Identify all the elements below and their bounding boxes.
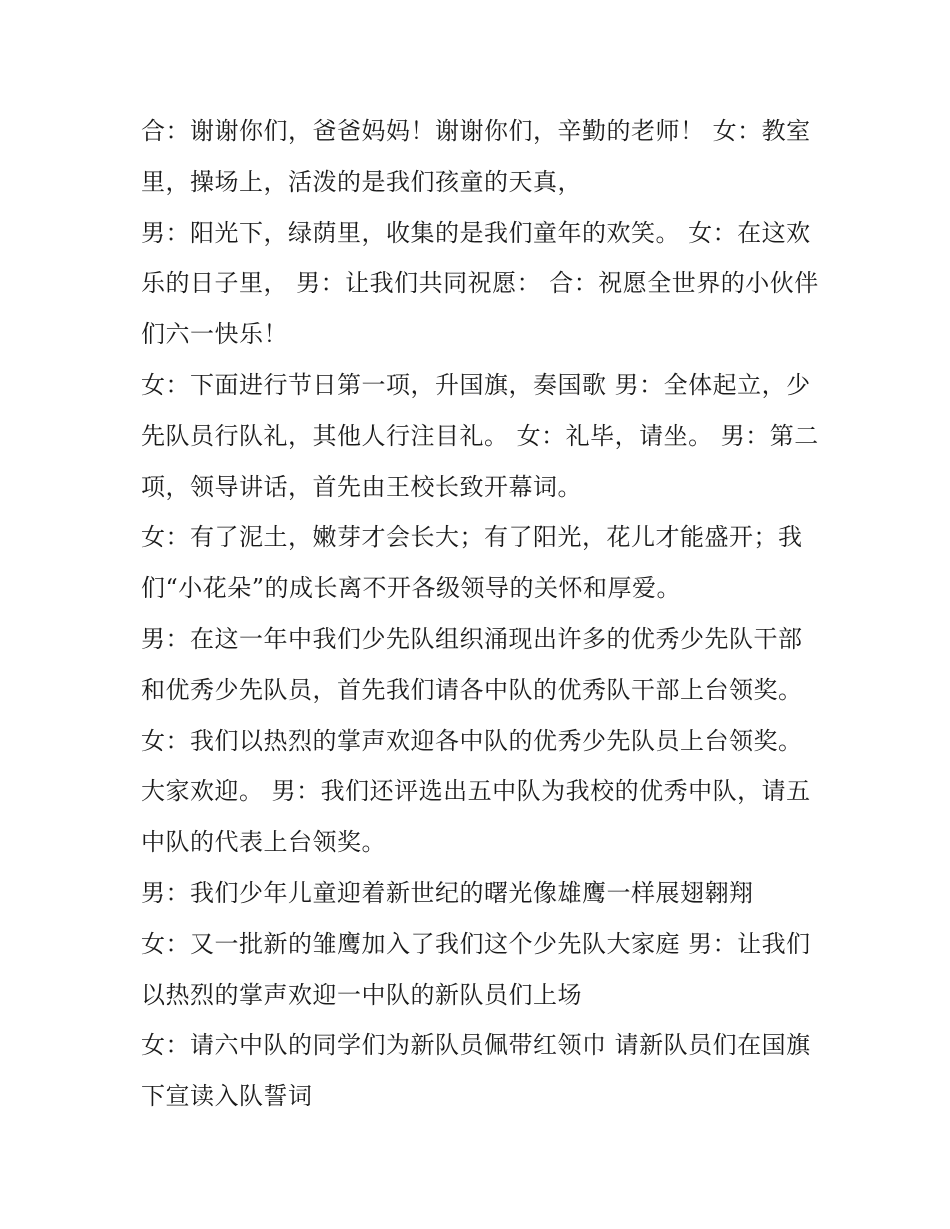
paragraph-8: 女：又一批新的雏鹰加入了我们这个少先队大家庭 男：让我们以热烈的掌声欢迎一中队的新队员们上场 [141, 929, 811, 1009]
paragraph-1: 合：谢谢你们，爸爸妈妈！谢谢你们，辛勤的老师！ 女：教室里，操场上，活泼的是我们孩童的天真， [141, 117, 811, 196]
paragraph-2: 男：阳光下，绿荫里，收集的是我们童年的欢笑。 女：在这欢乐的日子里， 男：让我们共同祝愿： 合：祝愿全世界的小伙伴们六一快乐！ [141, 218, 819, 349]
paragraph-9: 女：请六中队的同学们为新队员佩带红领巾 请新队员们在国旗下宣读入队誓词 [141, 1031, 811, 1111]
paragraph-5: 男：在这一年中我们少先队组织涌现出许多的优秀少先队干部和优秀少先队员，首先我们请各中队的优秀队干部上台领奖。 [141, 624, 803, 704]
paragraph-3: 女：下面进行节日第一项，升国旗，奏国歌 男：全体起立，少先队员行队礼，其他人行注目礼。 女：礼毕，请坐。 男：第二项，领导讲话，首先由王校长致开幕词。 [141, 370, 819, 501]
document-body [141, 106, 821, 1122]
paragraph-4: 女：有了泥土，嫩芽才会长大；有了阳光，花儿才能盛开；我们“小花朵”的成长离不开各级领导的关怀和厚爱。 [141, 523, 803, 603]
paragraph-7: 男：我们少年儿童迎着新世纪的曙光像雄鹰一样展翅翱翔 [141, 878, 754, 907]
paragraph-6: 女：我们以热烈的掌声欢迎各中队的优秀少先队员上台领奖。大家欢迎。 男：我们还评选出五中队为我校的优秀中队，请五中队的代表上台领奖。 [141, 726, 811, 857]
